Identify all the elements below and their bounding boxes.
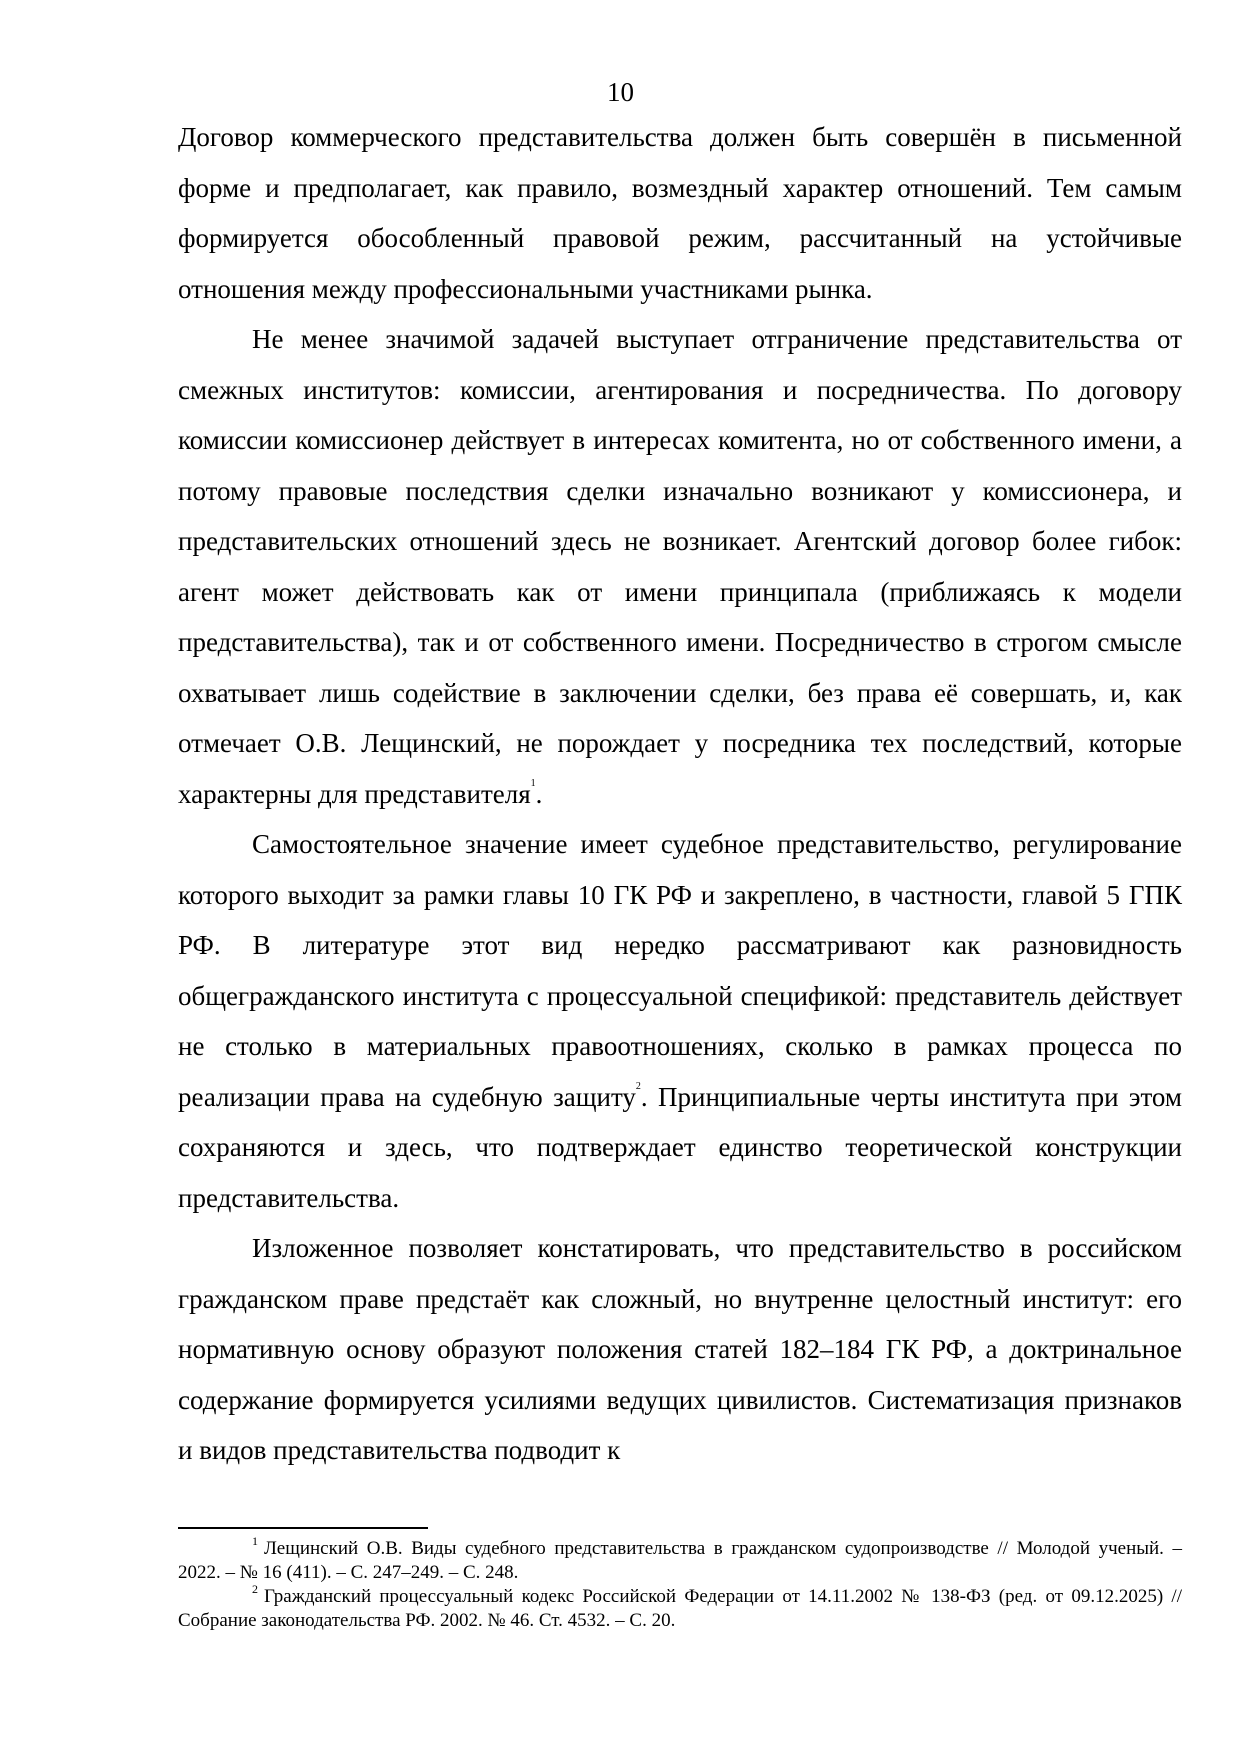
footnote-1-text: Лещинский О.В. Виды судебного представительства в гражданском судопроизводстве // Молодой ученый. – 2022. – № 16 (411). – С. 247–249. – С. 248. [178,1538,1182,1583]
paragraph-4-text: Изложенное позволяет констатировать, что представительство в российском гражданском праве предстаёт как сложный, но внутренне целостный институт: его нормативную основу образуют положения статей 182–184 ГК РФ, а доктринальное содержание формируется усилиями ведущих цивилистов. Систематизация признаков и видов представительства подводит к [178,1233,1182,1465]
footnote-1 [178,1534,1182,1585]
footnote-separator [178,1527,428,1529]
paragraph-3-tail: . Принципиальные черты института при этом сохраняются и здесь, что подтверждает единство теоретической конструкции представительства. [178,1081,1182,1213]
footnote-1-mark: 1 [252,1534,258,1548]
paragraph-3-text: Самостоятельное значение имеет судебное представительство, регулирование которого выходит за рамки главы 10 ГК РФ и закреплено, в частности, главой 5 ГПК РФ. В литературе этот вид нередко рассматривают как разновидность общегражданского института с процессуальной спецификой: представитель действует не столько в материальных правоотношениях, сколько в рамках процесса по реализации права на судебную защиту [178,829,1182,1112]
page-number: 10 [607,77,634,107]
footnotes [178,1534,1182,1633]
paragraph-3 [178,819,1182,1223]
footnote-ref-2[interactable]: 2 [635,1080,641,1092]
main-text [178,112,1182,1476]
footnote-ref-1[interactable]: 1 [530,777,536,789]
footnote-2-text: Гражданский процессуальный кодекс Российской Федерации от 14.11.2002 № 138-ФЗ (ред. от 09.12.2025) // Собрание законодательства РФ. 2002. № 46. Ст. 4532. – С. 20. [178,1586,1182,1631]
paragraph-1-text: Договор коммерческого представительства должен быть совершён в письменной форме и предполагает, как правило, возмездный характер отношений. Тем самым формируется обособленный правовой режим, рассчитанный на устойчивые отношения между профессиональными участниками рынка. [178,122,1182,304]
footnote-2 [178,1582,1182,1633]
paragraph-2-text: Не менее значимой задачей выступает отграничение представительства от смежных институтов: комиссии, агентирования и посредничества. По договору комиссии комиссионер действует в интересах комитента, но от собственного имени, а потому правовые последствия сделки изначально возникают у комиссионера, и представительских отношений здесь не возникает. Агентский договор более гибок: агент может действовать как от имени принципала (приближаясь к модели представительства), так и от собственного имени. Посредничество в строгом смысле охватывает лишь содействие в заключении сделки, без права её совершать, и, как отмечает О.В. Лещинский, не порождает у посредника тех последствий, которые характерны для представителя [178,324,1182,809]
footnote-2-mark: 2 [252,1582,258,1596]
paragraph-2 [178,314,1182,819]
paragraph-4 [178,1223,1182,1476]
paragraph-1 [178,112,1182,314]
paragraph-2-tail: . [535,778,543,809]
